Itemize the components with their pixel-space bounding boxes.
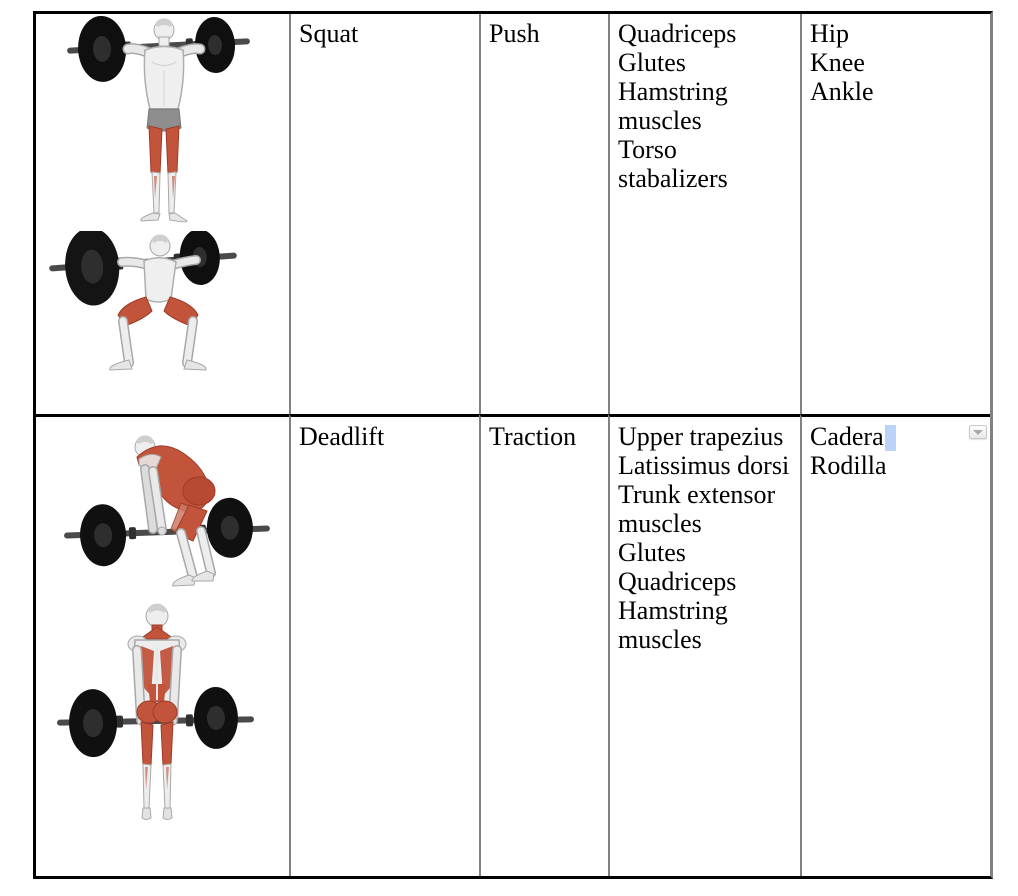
movement-type: Push: [489, 19, 540, 48]
muscle-item: Upper trapezius: [618, 422, 784, 451]
cell-squat-illustrations: [36, 14, 289, 414]
cell-joints-squat[interactable]: [800, 14, 990, 414]
joint-item: Ankle: [810, 77, 874, 106]
barbell-squat-standing-illustration[interactable]: [66, 16, 251, 228]
barbell-squat-bottom-illustration[interactable]: [48, 231, 238, 389]
autocorrect-dropdown-button[interactable]: [969, 425, 987, 439]
muscle-item: Hamstring muscles: [618, 77, 728, 135]
muscle-item: Torso stabalizers: [618, 135, 728, 193]
joint-item: Cadera: [810, 422, 884, 451]
muscle-item: Trunk extensor muscles: [618, 480, 776, 538]
exercise-name: Squat: [299, 19, 359, 48]
muscle-item: Quadriceps: [618, 19, 737, 48]
cell-movement-squat[interactable]: [479, 14, 608, 414]
cell-exercise-squat[interactable]: [289, 14, 479, 414]
joint-item-with-selection: [810, 422, 986, 451]
cell-deadlift-illustrations: [36, 414, 289, 876]
muscle-item: Quadriceps: [618, 567, 737, 596]
text-selection-highlight: [885, 425, 896, 451]
dropdown-arrow-icon: [973, 430, 983, 435]
exercise-name: Deadlift: [299, 422, 385, 451]
muscle-item: Hamstring muscles: [618, 596, 728, 654]
cell-exercise-deadlift[interactable]: [289, 414, 479, 876]
muscle-item: Glutes: [618, 48, 686, 77]
exercise-table: [33, 11, 993, 879]
barbell-deadlift-bent-over-illustration[interactable]: [63, 429, 271, 591]
joint-item: Knee: [810, 48, 865, 77]
movement-type: Traction: [489, 422, 577, 451]
cell-muscles-deadlift[interactable]: [608, 414, 800, 876]
joint-item: Hip: [810, 19, 849, 48]
cell-movement-deadlift[interactable]: [479, 414, 608, 876]
cell-muscles-squat[interactable]: [608, 14, 800, 414]
joint-item: Rodilla: [810, 451, 887, 480]
muscle-item: Glutes: [618, 538, 686, 567]
cell-joints-deadlift[interactable]: [800, 414, 990, 876]
muscle-item: Latissimus dorsi: [618, 451, 790, 480]
barbell-deadlift-lockout-illustration[interactable]: [56, 602, 255, 846]
